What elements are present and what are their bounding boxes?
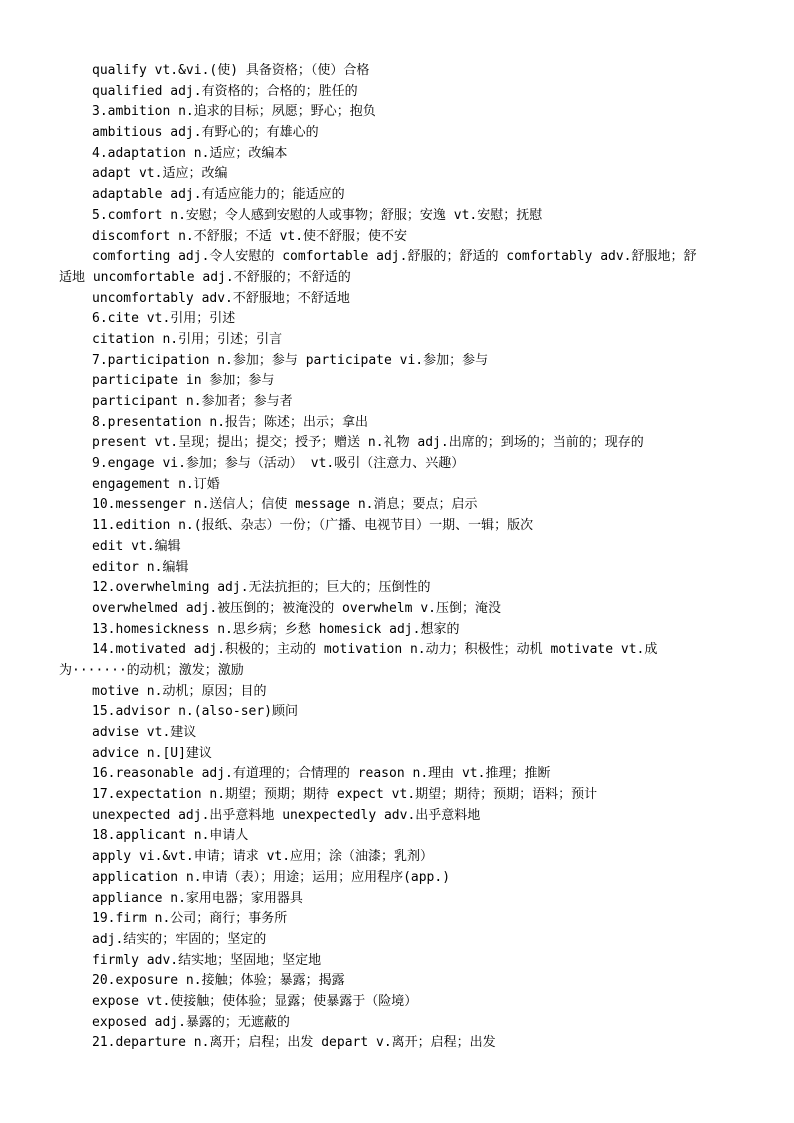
vocab-line: appliance n.家用电器；家用器具 bbox=[92, 890, 303, 906]
vocab-line: 7.participation n.参加；参与 participate vi.参加；参与 bbox=[92, 352, 489, 368]
vocab-line: edit vt.编辑 bbox=[92, 538, 181, 554]
vocab-line: 19.firm n.公司；商行；事务所 bbox=[92, 911, 288, 927]
vocab-line: adapt vt.适应；改编 bbox=[92, 166, 228, 182]
vocab-line: discomfort n.不舒服；不适 vt.使不舒服；使不安 bbox=[92, 228, 408, 244]
vocab-line: application n.申请（表）；用途；运用；应用程序(app.) bbox=[92, 869, 451, 885]
vocab-line: qualify vt.&vi.(使) 具备资格；（使）合格 bbox=[92, 63, 370, 78]
vocab-line: unexpected adj.出乎意料地 unexpectedly adv.出乎意料地 bbox=[92, 807, 481, 823]
vocab-line: participate in 参加；参与 bbox=[92, 373, 275, 389]
vocab-line: overwhelmed adj.被压倒的；被淹没的 overwhelm v.压倒；淹没 bbox=[92, 600, 501, 616]
vocab-line: 20.exposure n.接触；体验；暴露；揭露 bbox=[92, 973, 345, 989]
vocab-line: 4.adaptation n.适应；改编本 bbox=[92, 145, 288, 161]
vocab-line: 15.advisor n.(also-ser)顾问 bbox=[92, 704, 299, 720]
vocab-line: firmly adv.结实地；坚固地；坚定地 bbox=[92, 952, 322, 968]
vocab-line: advice n.[U]建议 bbox=[92, 745, 212, 761]
vocab-line: adaptable adj.有适应能力的；能适应的 bbox=[92, 187, 345, 203]
vocab-line: 21.departure n.离开；启程；出发 depart v.离开；启程；出发 bbox=[92, 1035, 496, 1051]
vocab-line: motive n.动机；原因；目的 bbox=[92, 683, 267, 699]
vocab-line: adj.结实的；牢固的；坚定的 bbox=[92, 931, 267, 947]
vocab-line: 16.reasonable adj.有道理的；合情理的 reason n.理由 vt.推理；推断 bbox=[92, 766, 551, 782]
vocab-line: 10.messenger n.送信人；信使 message n.消息；要点；启示 bbox=[92, 497, 478, 513]
vocab-line: 17.expectation n.期望；预期；期待 expect vt.期望；期待；预期；语料；预计 bbox=[92, 787, 598, 803]
vocab-line-continuation: 适地 uncomfortable adj.不舒服的；不舒适的 bbox=[59, 269, 351, 285]
vocabulary-list bbox=[59, 61, 739, 1054]
vocab-line: 8.presentation n.报告；陈述；出示；拿出 bbox=[92, 414, 369, 430]
vocab-line: 14.motivated adj.积极的；主动的 motivation n.动力；积极性；动机 motivate vt.成 bbox=[92, 642, 658, 658]
vocab-line: citation n.引用；引述；引言 bbox=[92, 331, 283, 347]
vocab-line: editor n.编辑 bbox=[92, 559, 189, 575]
vocab-line: ambitious adj.有野心的；有雄心的 bbox=[92, 125, 319, 141]
vocab-line: advise vt.建议 bbox=[92, 725, 197, 740]
vocab-line: 5.comfort n.安慰；令人感到安慰的人或事物；舒服；安逸 vt.安慰；抚慰 bbox=[92, 207, 543, 223]
vocab-line: 12.overwhelming adj.无法抗拒的；巨大的；压倒性的 bbox=[92, 580, 431, 596]
vocab-line: 9.engage vi.参加；参与（活动） vt.吸引（注意力、兴趣） bbox=[92, 456, 465, 472]
vocab-line: expose vt.使接触；使体验；显露；使暴露于（险境） bbox=[92, 993, 418, 1009]
vocab-line: 3.ambition n.追求的目标；夙愿；野心；抱负 bbox=[92, 104, 376, 120]
vocab-line-continuation: 为·······的动机；激发；激励 bbox=[59, 662, 244, 678]
vocab-line: participant n.参加者；参与者 bbox=[92, 394, 293, 409]
vocab-line: present vt.呈现；提出；提交；授予；赠送 n.礼物 adj.出席的；到场的；当前的；现存的 bbox=[92, 435, 644, 451]
vocab-line: uncomfortably adv.不舒服地；不舒适地 bbox=[92, 290, 350, 306]
vocab-line: engagement n.订婚 bbox=[92, 476, 220, 492]
vocab-line: 11.edition n.(报纸、杂志）一份；（广播、电视节目）一期、一辑；版次 bbox=[92, 518, 534, 534]
vocab-line: apply vi.&vt.申请；请求 vt.应用；涂（油漆；乳剂） bbox=[92, 849, 434, 865]
vocab-line: 18.applicant n.申请人 bbox=[92, 828, 249, 844]
vocab-line: exposed adj.暴露的；无遮蔽的 bbox=[92, 1014, 290, 1030]
vocab-line: 6.cite vt.引用；引述 bbox=[92, 311, 236, 327]
vocab-line: 13.homesickness n.思乡病；乡愁 homesick adj.想家的 bbox=[92, 621, 460, 637]
vocab-line: qualified adj.有资格的；合格的；胜任的 bbox=[92, 83, 358, 99]
vocab-line: comforting adj.令人安慰的 comfortable adj.舒服的；舒适的 comfortably adv.舒服地；舒 bbox=[92, 249, 697, 265]
